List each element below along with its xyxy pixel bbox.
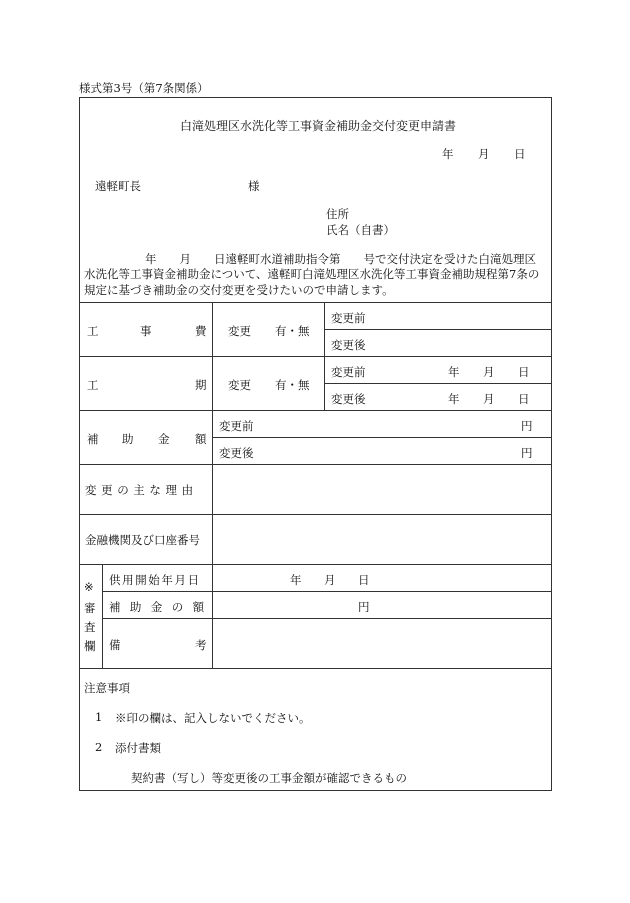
notes-heading: 注意事項 [84,681,130,695]
row-divider [79,564,552,565]
form-number: 様式第3号（第7条関係） [79,81,209,95]
notes-item2-text: 添付書類 [115,741,161,755]
table-top-border [79,302,552,303]
period-presence: 有・無 [275,378,310,392]
start-date-day: 日 [358,573,370,587]
period-before-year: 年 [448,365,460,379]
row-divider [79,514,552,515]
amount-label-char: 助 [122,432,134,446]
period-after: 変更後 [331,392,366,406]
notes-item1-number: 1 [95,710,103,724]
period-before-month: 月 [483,365,495,379]
review-mark: ※ [84,580,94,594]
date-month: 月 [478,147,490,161]
start-date-month: 月 [324,573,336,587]
sub-divider [212,437,552,438]
applicant-name-label: 氏名（自書） [326,223,395,237]
row-divider [79,464,552,465]
cost-presence: 有・無 [275,324,310,338]
row-divider [79,410,552,411]
period-before: 変更前 [331,365,366,379]
cost-after: 変更後 [331,338,366,352]
start-date-label: 供用開始年月日 [109,573,201,587]
sub-divider [102,591,552,592]
amount-after-yen: 円 [521,446,533,460]
review-amount-yen: 円 [358,600,370,614]
col-divider [102,564,103,668]
period-after-year: 年 [448,392,460,406]
cost-label-char: 工 [87,324,99,338]
sub-divider [102,618,552,619]
review-header-char: 欄 [84,639,96,653]
review-header-char: 審 [84,601,96,615]
date-day: 日 [514,147,526,161]
period-after-day: 日 [518,392,530,406]
notes-item1-text: ※印の欄は、記入しないでください。 [115,711,311,725]
row-divider [79,668,552,669]
date-year: 年 [442,147,454,161]
period-before-day: 日 [518,365,530,379]
col-divider [324,302,325,410]
review-header-char: 査 [84,620,96,634]
amount-label-char: 額 [195,432,207,446]
applicant-address-label: 住所 [326,207,349,221]
notes-item2-detail: 契約書（写し）等変更後の工事金額が確認できるもの [131,771,407,785]
review-amount-label: 補助金の額 [109,600,214,614]
cost-before: 変更前 [331,311,366,325]
period-label-char: 工 [87,378,99,392]
reason-label: 変更の主な理由 [85,483,198,497]
cost-label-char: 費 [195,324,207,338]
notes-item2-number: 2 [95,740,103,754]
addressee-honorific: 様 [248,179,260,193]
row-divider [79,356,552,357]
amount-label-char: 金 [158,432,170,446]
body-text-line2: 水洗化等工事資金補助金について、遠軽町白滝処理区水洗化等工事資金補助規程第7条の [84,267,540,281]
amount-after: 変更後 [219,446,254,460]
amount-label-char: 補 [87,432,99,446]
amount-before-yen: 円 [521,419,533,433]
amount-before: 変更前 [219,419,254,433]
start-date-year: 年 [290,573,302,587]
body-text-line3: 規定に基づき補助金の交付変更を受けたいので申請します。 [84,283,394,297]
addressee-name: 遠軽町長 [95,179,141,193]
sub-divider [324,383,552,384]
form-frame [79,97,552,791]
period-label-char: 期 [195,378,207,392]
form-title: 白滝処理区水洗化等工事資金補助金交付変更申請書 [180,119,457,133]
review-notes-char: 考 [195,638,207,652]
period-change-label: 変更 [228,378,251,392]
review-notes-char: 備 [109,638,121,652]
cost-label-char: 事 [140,324,152,338]
period-after-month: 月 [483,392,495,406]
body-text-line1: 年 月 日遠軽町水道補助指令第 号で交付決定を受けた白滝処理区 [145,252,536,266]
bank-label: 金融機関及び口座番号 [85,533,200,547]
cost-change-label: 変更 [228,324,251,338]
sub-divider [324,329,552,330]
